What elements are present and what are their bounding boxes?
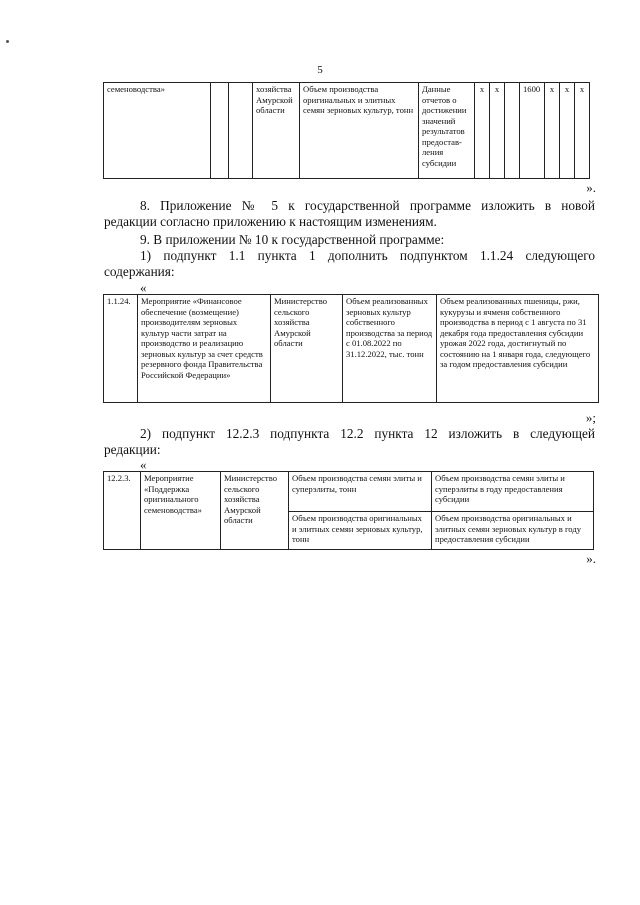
- cell-number: 1.1.24.: [104, 295, 138, 403]
- cell-program: семеноводства»: [104, 83, 211, 179]
- cell-description: Объем производства оригинальных и элитных семян зерновых культур в году предоставления субсидии: [432, 512, 594, 550]
- paragraph-9-2-line2: редакции:: [104, 442, 161, 457]
- cell-description: Объем производства семян элиты и суперэлиты в году предоставления субсидии: [432, 472, 594, 512]
- table-item-12-2-3: [103, 471, 594, 550]
- cell-ministry: Министерство сельского хозяйства Амурской области: [271, 295, 343, 403]
- cell-event: Мероприятие «Поддержка оригинального семеноводства»: [141, 472, 221, 550]
- cell-empty: [229, 83, 253, 179]
- scan-speck: [6, 40, 9, 43]
- closing-quote: »;: [585, 410, 596, 425]
- table-top: [103, 82, 590, 179]
- cell-mark: х: [545, 83, 560, 179]
- cell-indicator: Объем производства оригинальных и элитных семян зерновых культур, тонн: [289, 512, 432, 550]
- page-number: 5: [317, 64, 323, 76]
- opening-quote: «: [140, 280, 147, 295]
- paragraph-9-2-line1: 2) подпункт 12.2.3 подпункта 12.2 пункта 12 изложить в следующей: [140, 426, 595, 441]
- cell-mark: х: [560, 83, 575, 179]
- cell-event: Мероприятие «Финансовое обеспечение (возмещение) производителям зерновых культур части затрат на производство и реализацию зерновых культур за счет средств резервного фонда Правительства Российской Федерации»: [138, 295, 271, 403]
- cell-executor: хозяйства Амурской области: [253, 83, 300, 179]
- cell-empty: [505, 83, 520, 179]
- cell-number: 12.2.3.: [104, 472, 141, 550]
- cell-indicator: Объем реализованных зерновых культур собственного производства за период с 01.08.2022 по 31.12.2022, тыс. тонн: [343, 295, 437, 403]
- cell-value: 1600: [520, 83, 545, 179]
- cell-source: Данные отчетов о достижении значений результатов предостав-ления субсидии: [419, 83, 475, 179]
- cell-empty: [211, 83, 229, 179]
- cell-ministry: Министерство сельского хозяйства Амурской области: [221, 472, 289, 550]
- table-item-1-1-24: [103, 294, 599, 403]
- closing-quote: ».: [586, 551, 596, 566]
- opening-quote: «: [140, 457, 147, 472]
- cell-mark: х: [490, 83, 505, 179]
- paragraph-9-1-line1: 1) подпункт 1.1 пункта 1 дополнить подпунктом 1.1.24 следующего: [140, 248, 595, 263]
- closing-quote: ».: [586, 180, 596, 195]
- paragraph-8-line1: 8. Приложение № 5 к государственной программе изложить в новой: [140, 198, 595, 213]
- paragraph-9-1-line2: содержания:: [104, 264, 175, 279]
- cell-mark: х: [575, 83, 590, 179]
- paragraph-9: 9. В приложении № 10 к государственной программе:: [140, 232, 445, 247]
- cell-indicator: Объем производства оригинальных и элитных семян зерновых культур, тонн: [300, 83, 419, 179]
- paragraph-8-line2: редакции согласно приложению к настоящим изменениям.: [104, 214, 437, 229]
- cell-indicator: Объем производства семян элиты и суперэлиты, тонн: [289, 472, 432, 512]
- cell-mark: х: [475, 83, 490, 179]
- cell-description: Объем реализованных пшеницы, ржи, кукурузы и ячменя собственного производства в период с 1 августа по 31 декабря года предоставления субсидии урожая 2022 года, достигнутый по состоянию на 1 января года, следующего за годом предоставления субсидии: [437, 295, 599, 403]
